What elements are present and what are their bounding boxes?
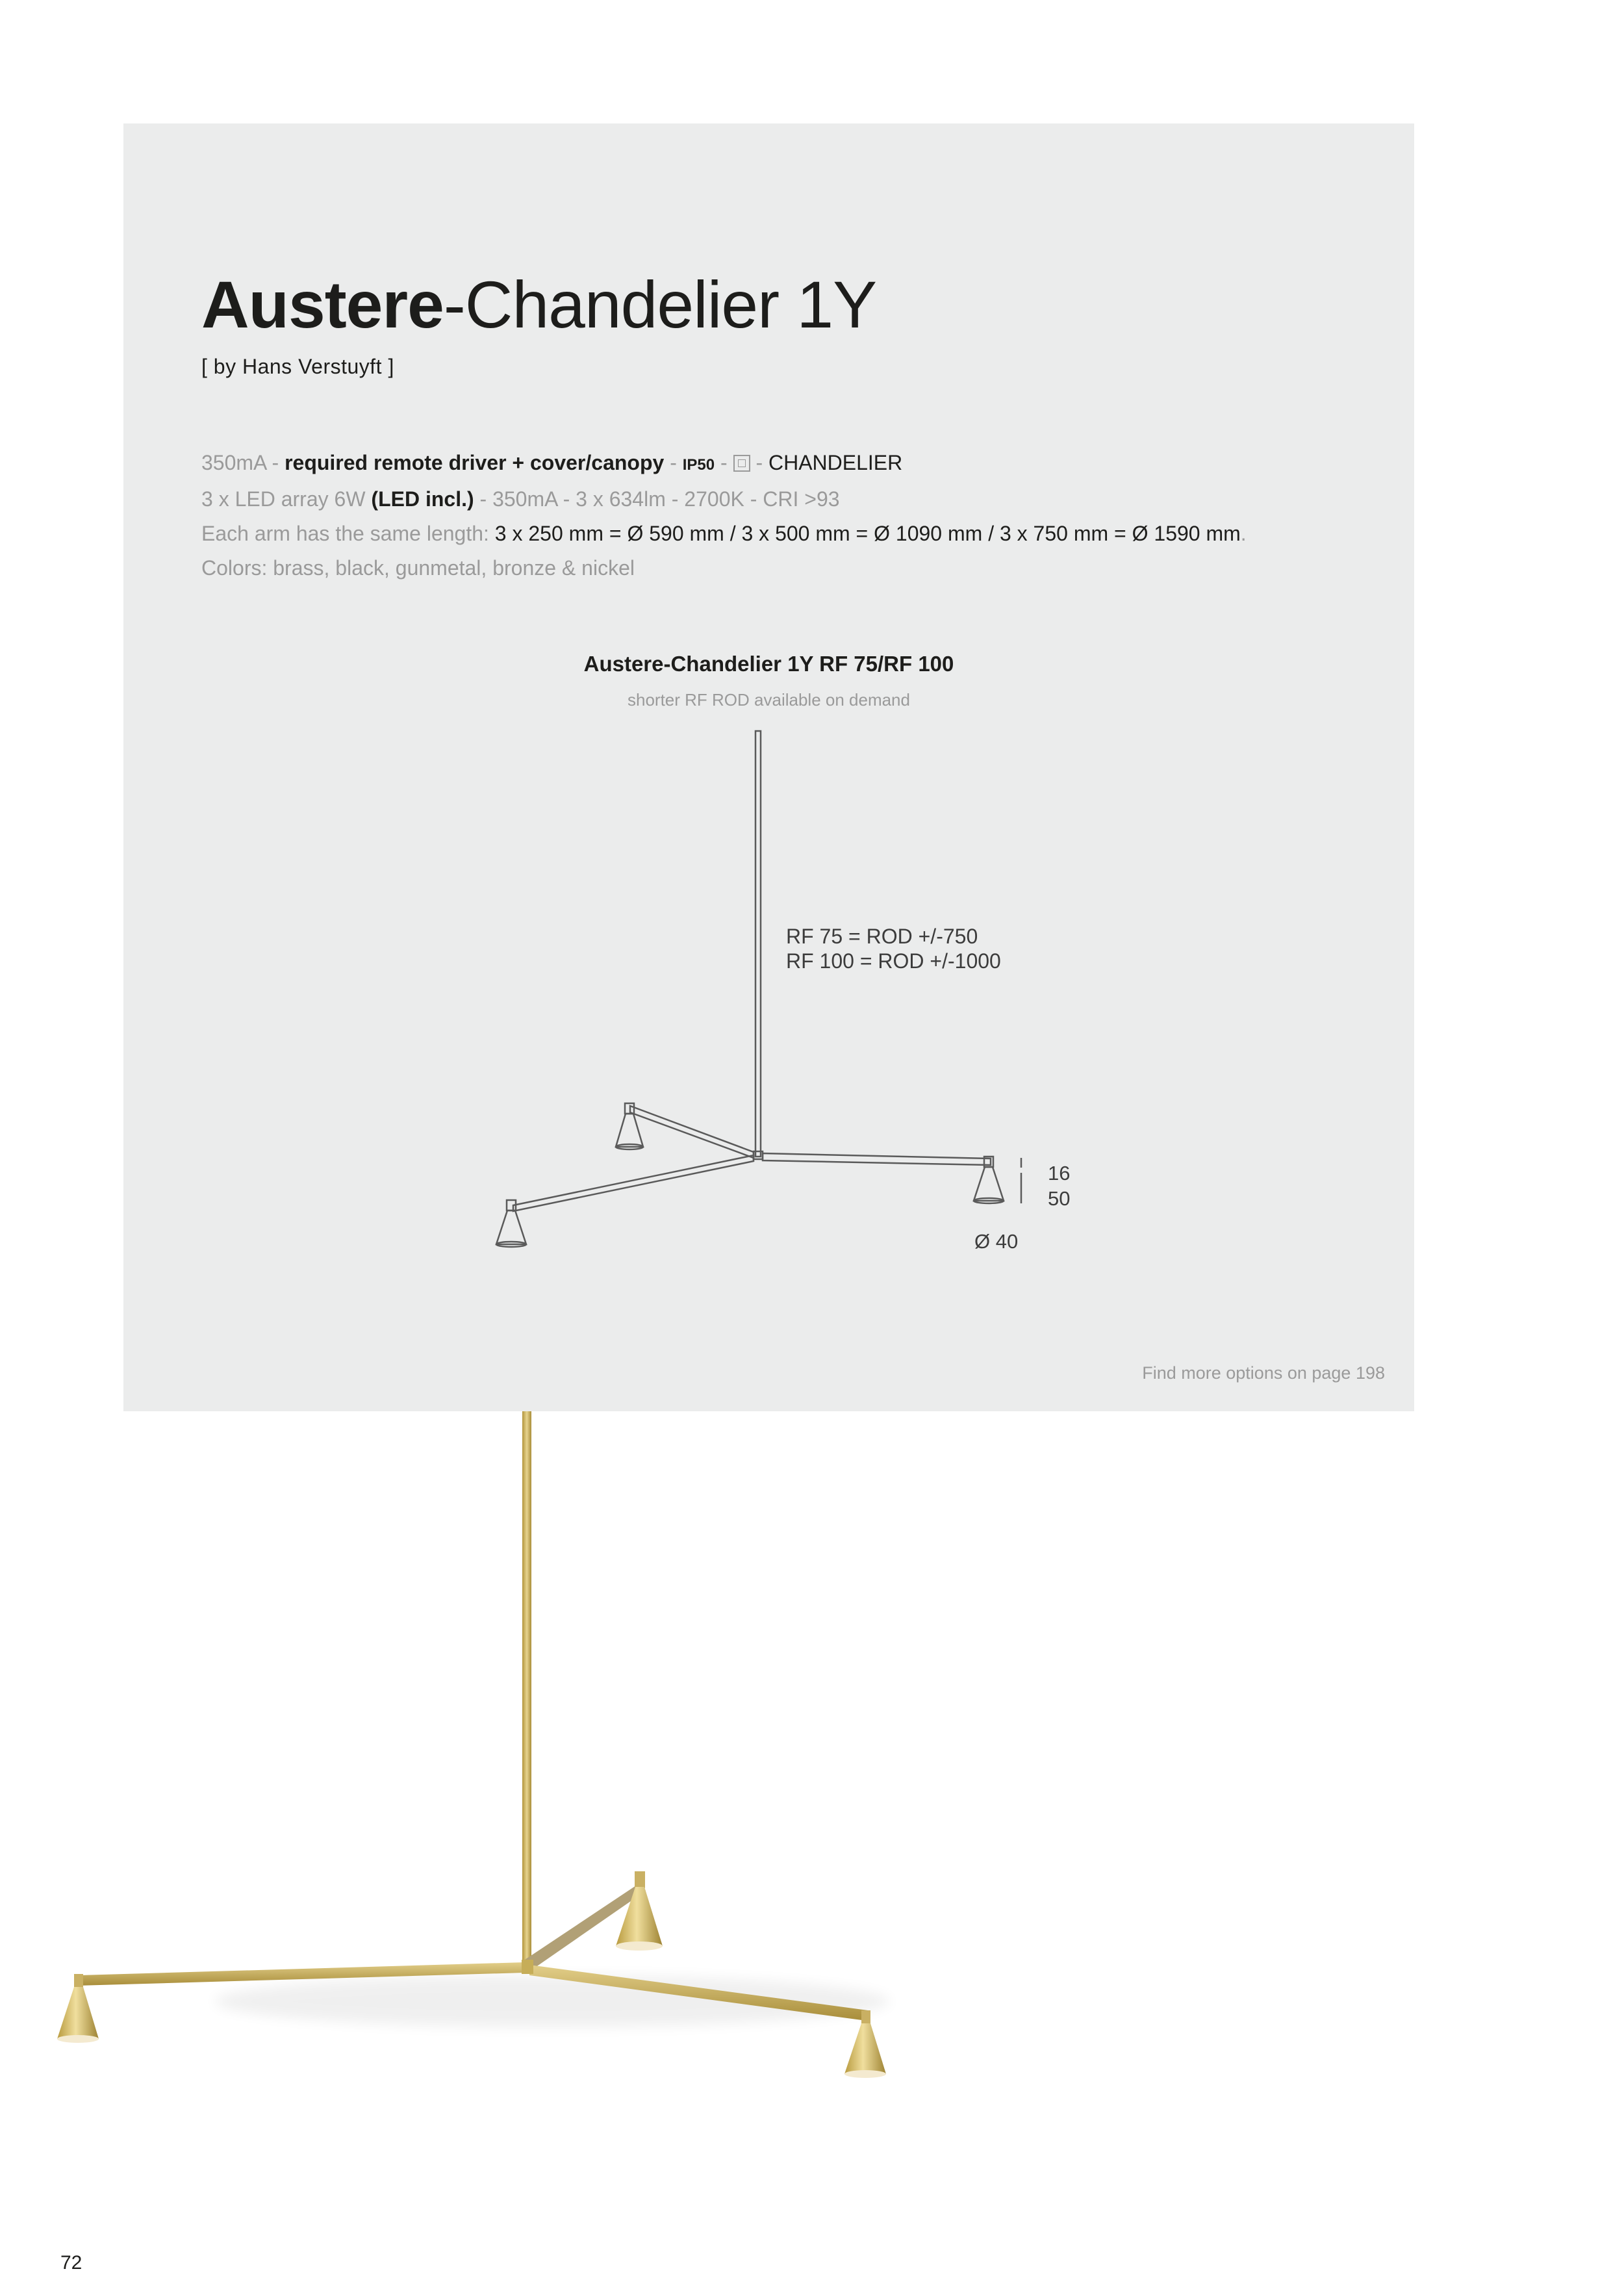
page-number: 72 (60, 2252, 82, 2274)
drawing-arm-left (513, 1155, 754, 1211)
photo-light-back (616, 1941, 663, 1951)
spec-line-led: 3 x LED array 6W (LED incl.) - 350mA - 3 x 634lm - 2700K - CRI >93 (201, 487, 840, 511)
drawing-shade-left (496, 1211, 526, 1244)
photo-hub (522, 1960, 533, 1974)
ip-rating: IP50 (682, 456, 715, 474)
spec-line-driver: 350mA - required remote driver + cover/canopy - IP50 - - CHANDELIER (201, 451, 903, 474)
rod-length-note: RF 75 = ROD +/-750 RF 100 = ROD +/-1000 (786, 925, 1001, 973)
dimension-diameter-40: Ø 40 (974, 1230, 1019, 1253)
photo-cap-right (861, 2010, 870, 2025)
drawing-note: shorter RF ROD available on demand (628, 690, 910, 710)
drawing-shade-back (616, 1114, 643, 1147)
drawing-title: Austere-Chandelier 1Y RF 75/RF 100 (583, 652, 954, 676)
more-options-link[interactable]: Find more options on page 198 (1142, 1363, 1385, 1383)
product-photo (57, 1411, 890, 2078)
product-title: Austere-Chandelier 1Y (201, 268, 877, 342)
spec-line-colors: Colors: brass, black, gunmetal, bronze & nickel (201, 556, 635, 580)
photo-shade-right (844, 2023, 886, 2074)
photo-light-left (57, 2035, 99, 2043)
dimension-50: 50 (1048, 1187, 1071, 1210)
dimension-16: 16 (1048, 1162, 1071, 1185)
photo-cap-left (74, 1974, 83, 1988)
drawing-shade-right (974, 1167, 1004, 1201)
photo-rod (522, 1411, 531, 1970)
photo-light-right (844, 2070, 886, 2078)
drawing-arm-right (763, 1153, 991, 1165)
designer-byline: [ by Hans Verstuyft ] (201, 355, 394, 378)
drawing-rod (755, 731, 761, 1157)
technical-drawing (496, 731, 1021, 1247)
photo-shade-left (57, 1987, 99, 2039)
photo-cap-back (635, 1871, 645, 1888)
drawing-arm-back (630, 1106, 754, 1158)
spec-line-arm-length: Each arm has the same length: 3 x 250 mm = Ø 590 mm / 3 x 500 mm = Ø 1090 mm / 3 x 750 mm = Ø 1590 mm. (201, 522, 1247, 545)
